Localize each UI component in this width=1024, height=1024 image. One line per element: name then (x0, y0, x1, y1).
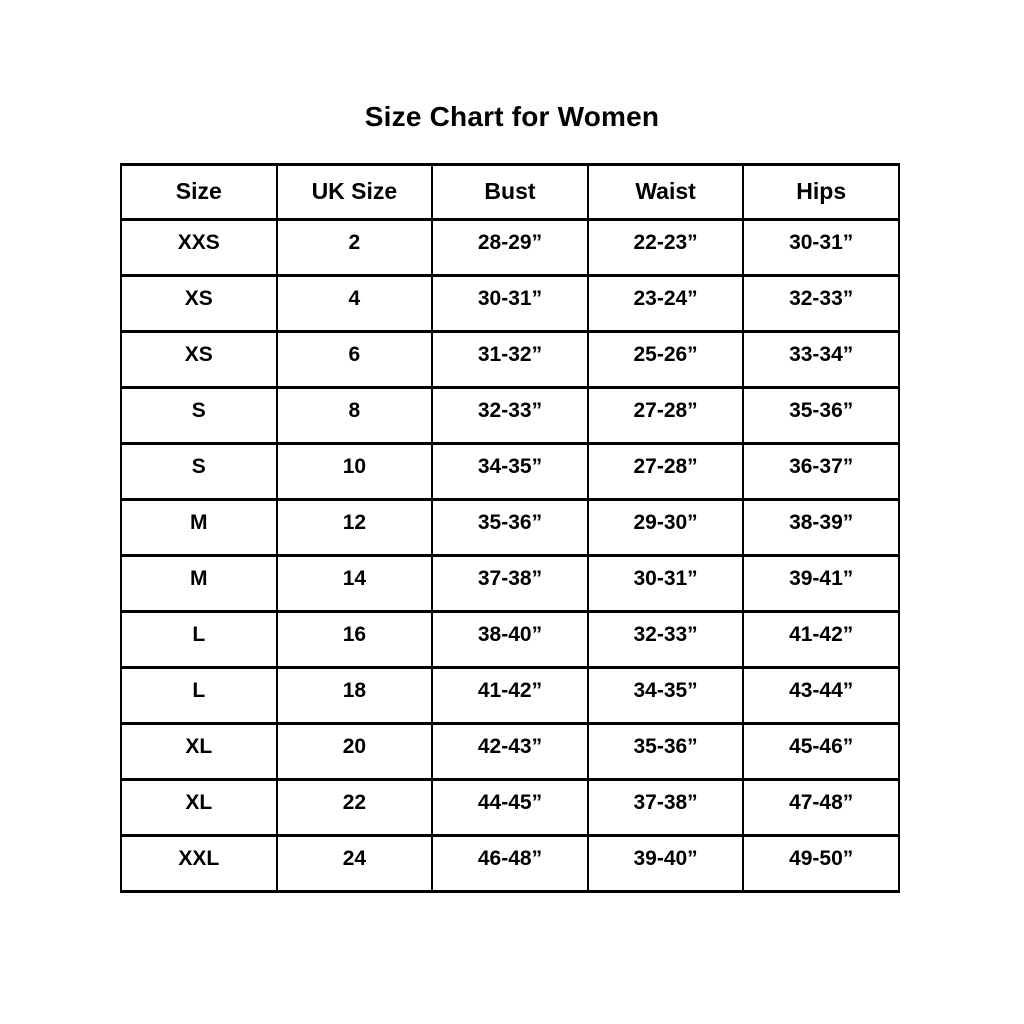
table-cell: 27-28” (588, 443, 744, 499)
table-cell: XS (121, 331, 277, 387)
table-cell: 6 (277, 331, 433, 387)
table-cell: L (121, 611, 277, 667)
table-cell: 10 (277, 443, 433, 499)
table-cell: 45-46” (743, 723, 899, 779)
table-cell: 49-50” (743, 835, 899, 891)
table-cell: 4 (277, 275, 433, 331)
table-row (121, 443, 899, 499)
table-cell: XL (121, 779, 277, 835)
table-cell: 36-37” (743, 443, 899, 499)
page-title: Size Chart for Women (364, 101, 660, 132)
table-cell: 39-41” (743, 555, 899, 611)
table-cell: 47-48” (743, 779, 899, 835)
table-cell: 14 (277, 555, 433, 611)
table-cell: 39-40” (588, 835, 744, 891)
table-row (121, 387, 899, 443)
table-row (121, 611, 899, 667)
column-header-uk-size: UK Size (277, 164, 433, 219)
table-cell: 22-23” (588, 219, 744, 275)
table-cell: 32-33” (588, 611, 744, 667)
table-row (121, 275, 899, 331)
size-chart-table (120, 163, 900, 893)
table-row (121, 219, 899, 275)
table-cell: XXL (121, 835, 277, 891)
table-cell: 41-42” (743, 611, 899, 667)
table-row (121, 555, 899, 611)
table-cell: 35-36” (588, 723, 744, 779)
table-cell: S (121, 443, 277, 499)
table-cell: M (121, 555, 277, 611)
table-cell: 30-31” (432, 275, 588, 331)
table-cell: 23-24” (588, 275, 744, 331)
table-cell: 22 (277, 779, 433, 835)
table-cell: XS (121, 275, 277, 331)
table-cell: 35-36” (743, 387, 899, 443)
table-cell: 31-32” (432, 331, 588, 387)
table-row (121, 723, 899, 779)
table-cell: 24 (277, 835, 433, 891)
table-cell: 18 (277, 667, 433, 723)
table-cell: 34-35” (432, 443, 588, 499)
table-cell: 44-45” (432, 779, 588, 835)
table-cell: 12 (277, 499, 433, 555)
table-row (121, 835, 899, 891)
table-cell: 2 (277, 219, 433, 275)
table-cell: L (121, 667, 277, 723)
table-cell: 37-38” (588, 779, 744, 835)
table-cell: XL (121, 723, 277, 779)
table-cell: 32-33” (743, 275, 899, 331)
table-row (121, 499, 899, 555)
table-cell: 32-33” (432, 387, 588, 443)
table-cell: 46-48” (432, 835, 588, 891)
table-cell: 34-35” (588, 667, 744, 723)
column-header-size: Size (121, 164, 277, 219)
table-cell: 42-43” (432, 723, 588, 779)
table-cell: 29-30” (588, 499, 744, 555)
table-body (121, 219, 899, 891)
table-cell: 43-44” (743, 667, 899, 723)
table-header-row (121, 164, 899, 219)
table-cell: 41-42” (432, 667, 588, 723)
column-header-waist: Waist (588, 164, 744, 219)
table-cell: 28-29” (432, 219, 588, 275)
table-cell: S (121, 387, 277, 443)
table-cell: 30-31” (743, 219, 899, 275)
table-cell: 27-28” (588, 387, 744, 443)
table-cell: 25-26” (588, 331, 744, 387)
table-cell: 16 (277, 611, 433, 667)
table-cell: 20 (277, 723, 433, 779)
column-header-bust: Bust (432, 164, 588, 219)
table-cell: 38-39” (743, 499, 899, 555)
table-cell: XXS (121, 219, 277, 275)
table-row (121, 667, 899, 723)
table-head (121, 164, 899, 219)
table-cell: 38-40” (432, 611, 588, 667)
column-header-hips: Hips (743, 164, 899, 219)
table-cell: 30-31” (588, 555, 744, 611)
table-cell: 8 (277, 387, 433, 443)
table-row (121, 779, 899, 835)
table-cell: 37-38” (432, 555, 588, 611)
table-row (121, 331, 899, 387)
table-cell: 35-36” (432, 499, 588, 555)
table-cell: M (121, 499, 277, 555)
table-cell: 33-34” (743, 331, 899, 387)
